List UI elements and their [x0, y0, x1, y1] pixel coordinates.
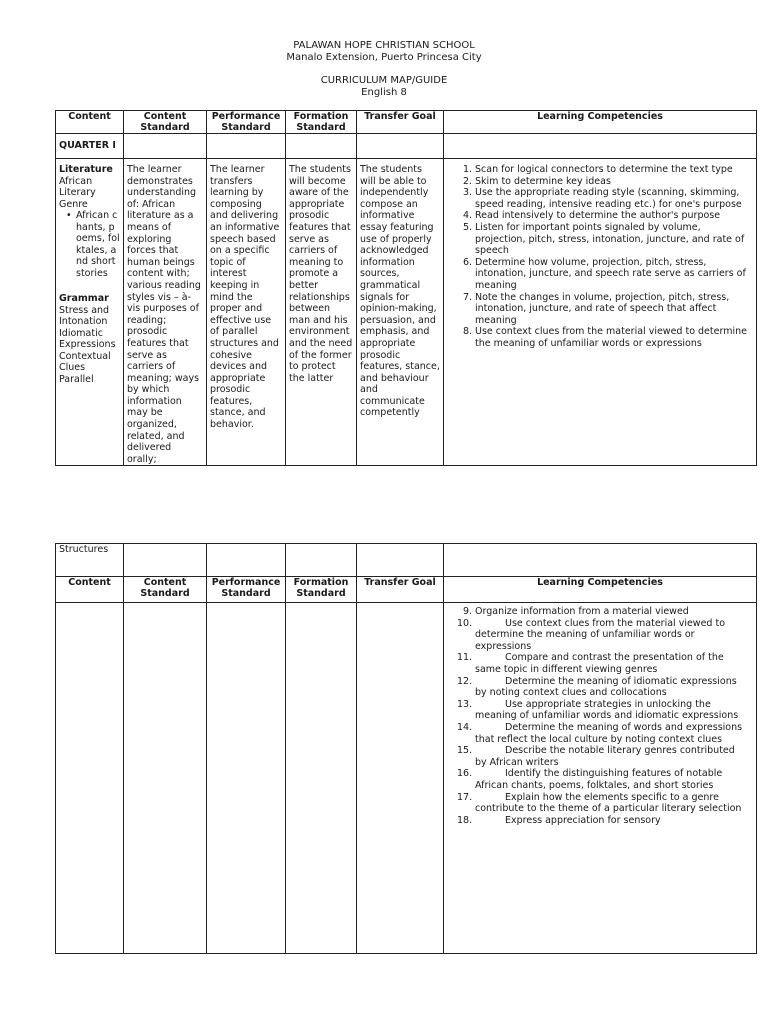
competency-number: 2. [463, 175, 473, 187]
list-item: Parallel [59, 373, 94, 385]
quarter-row [56, 134, 757, 159]
competency-number: 8. [463, 326, 473, 338]
column-header: Content Standard [124, 111, 207, 134]
competency-item [447, 176, 753, 188]
competency-number: 13. [457, 698, 473, 710]
column-header: Performance Standard [207, 577, 286, 603]
curriculum-table-page-2 [55, 543, 757, 954]
competency-text: Describe the notable literary genres contributed by African writers [475, 745, 735, 768]
competency-text: Use the appropriate reading style (scanning, skimming, speed reading, intensive reading etc.) for one's purpose [475, 187, 742, 210]
competency-item [447, 164, 753, 176]
column-header: Formation Standard [286, 111, 357, 134]
school-address: Manalo Extension, Puerto Princesa City [286, 52, 482, 63]
competency-text: Use context clues from the material viewed to determine the meaning of unfamiliar words or expressions [475, 326, 747, 349]
quarter-label: QUARTER I [56, 134, 124, 159]
competency-text: Express appreciation for sensory [505, 814, 661, 826]
competency-number: 17. [457, 791, 473, 803]
content-cell [56, 159, 124, 466]
competency-number: 18. [457, 814, 473, 826]
competency-number: 15. [457, 745, 473, 757]
competency-item [447, 606, 753, 618]
competency-item [447, 210, 753, 222]
learning-competencies-cell [444, 603, 757, 954]
competency-item [447, 676, 753, 699]
competency-number: 6. [463, 256, 473, 268]
competency-number: 1. [463, 164, 473, 175]
competency-text: Determine the meaning of words and expressions that reflect the local culture by noting context clues [475, 721, 743, 745]
competency-item [447, 815, 753, 827]
literature-heading: Literature [59, 164, 113, 175]
competency-number: 11. [457, 652, 473, 664]
competency-number: 10. [457, 617, 473, 629]
competency-item [447, 326, 753, 349]
document-title: CURRICULUM MAP/GUIDE [320, 75, 448, 86]
competency-text: Identify the distinguishing features of notable African chants, poems, folktales, and short stories [475, 768, 723, 791]
column-header: Content [56, 111, 124, 134]
curriculum-table-page-1 [55, 110, 757, 466]
grammar-heading: Grammar [59, 293, 109, 304]
competency-item [447, 792, 753, 815]
competency-number: 14. [457, 721, 473, 733]
list-item: Idiomatic Expressions [59, 327, 116, 350]
competency-text: Note the changes in volume, projection, pitch, stress, intonation, juncture, and rate of speech that affect meaning [475, 291, 730, 326]
competency-text: Use context clues from the material viewed to determine the meaning of unfamiliar words or expressions [475, 617, 726, 652]
column-header: Content [56, 577, 124, 603]
column-header: Learning Competencies [444, 577, 757, 603]
competency-list [447, 159, 753, 350]
competency-text: Listen for important points signaled by volume, projection, pitch, stress, intonation, juncture, and rate of speech [475, 221, 745, 257]
content-continued: Structures [56, 544, 124, 577]
competency-number: 4. [463, 210, 473, 222]
school-name: PALAWAN HOPE CHRISTIAN SCHOOL [293, 40, 475, 51]
competency-item [447, 257, 753, 292]
competency-text: Organize information from a material viewed [475, 606, 689, 617]
list-item: Stress and Intonation [59, 304, 110, 327]
learning-competencies-cell [444, 159, 757, 466]
list-item: Contextual Clues [59, 350, 111, 373]
competency-item [447, 187, 753, 210]
table-row [56, 603, 757, 954]
competency-text: Skim to determine key ideas [475, 175, 611, 187]
competency-number: 12. [457, 675, 473, 687]
column-header: Transfer Goal [357, 111, 444, 134]
column-header: Formation Standard [286, 577, 357, 603]
formation-standard-cell: The students will become aware of the appropriate prosodic features that serve as carriers of meaning to promote a better relationships between man and his environment and the need of the former to protect the latter [286, 159, 357, 466]
competency-number: 16. [457, 768, 473, 780]
list-item: • African chants, poems, folktales, and short stories [70, 210, 120, 279]
competency-number: 7. [463, 291, 473, 303]
competency-number: 3. [463, 187, 473, 199]
literature-text: African Literary Genre [59, 175, 96, 210]
competency-number: 9. [463, 606, 473, 617]
column-header: Learning Competencies [444, 111, 757, 134]
competency-item [447, 652, 753, 675]
competency-list [447, 603, 753, 826]
competency-text: Compare and contrast the presentation of the same topic in different viewing genres [475, 652, 724, 675]
subject-name: English 8 [361, 87, 407, 98]
competency-item [447, 722, 753, 745]
table-row [56, 159, 757, 466]
competency-item [447, 222, 753, 257]
competency-item [447, 699, 753, 722]
competency-text: Explain how the elements specific to a genre contribute to the theme of a particular literary selection [475, 791, 742, 815]
column-header: Performance Standard [207, 111, 286, 134]
competency-item [447, 292, 753, 327]
continuation-row [56, 544, 757, 577]
competency-text: Read intensively to determine the author's purpose [475, 210, 721, 222]
competency-item [447, 768, 753, 791]
content-standard-cell: The learner demonstrates understanding of: African literature as a means of exploring forces that human beings content with; various reading styles vis – à-vis purposes of reading; prosodic features that serve as carriers of meaning; ways by which information may be organized, related, and delivered orally; [124, 159, 207, 466]
transfer-goal-cell: The students will be able to independently compose an informative essay featuring use of properly acknowledged information sources, grammatical signals for opinion-making, persuasion, and emphasis, and appropriate prosodic features, stance, and behaviour and communicate competently [357, 159, 444, 466]
competency-text: Scan for logical connectors to determine the text type [475, 164, 733, 175]
performance-standard-cell: The learner transfers learning by composing and delivering an informative speech based on a specific topic of interest keeping in mind the proper and effective use of parallel structures and cohesive devices and appropriate prosodic features, stance, and behavior. [207, 159, 286, 466]
competency-text: Determine the meaning of idiomatic expressions by noting context clues and collocations [475, 675, 737, 699]
competency-number: 5. [463, 221, 473, 233]
table-header-row [56, 577, 757, 603]
competency-text: Use appropriate strategies in unlocking the meaning of unfamiliar words and idiomatic expressions [475, 698, 739, 722]
document-header [0, 40, 768, 99]
column-header: Transfer Goal [357, 577, 444, 603]
genre-list [59, 210, 120, 279]
table-header-row [56, 111, 757, 134]
competency-item [447, 745, 753, 768]
column-header: Content Standard [124, 577, 207, 603]
competency-text: Determine how volume, projection, pitch, stress, intonation, juncture, and speech rate serve as carriers of meaning [475, 256, 746, 291]
competency-item [447, 618, 753, 653]
